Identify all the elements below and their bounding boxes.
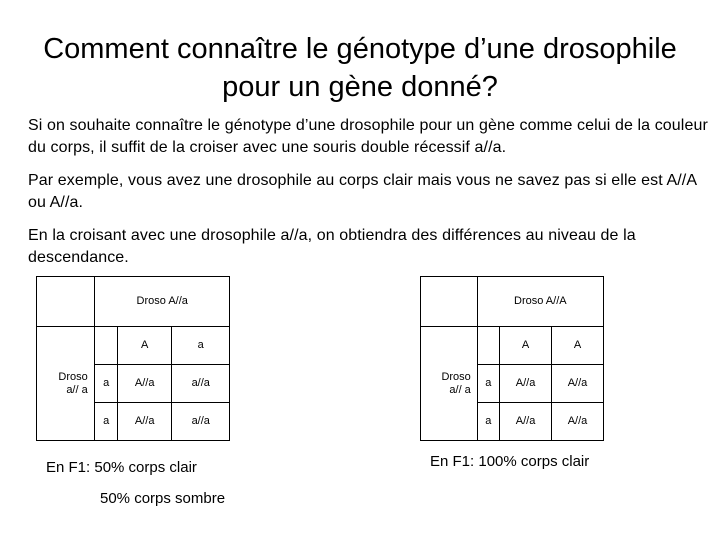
left-row-allele: a	[95, 365, 117, 403]
left-row-allele: a	[95, 403, 117, 441]
right-col-allele: A	[552, 327, 604, 365]
right-result-line1: En F1: 100% corps clair	[430, 453, 590, 470]
right-genotype-cell: A//a	[500, 403, 552, 441]
left-col-allele: A	[117, 327, 172, 365]
left-genotype-cell: a//a	[172, 403, 230, 441]
left-blank-cell	[95, 327, 117, 365]
left-result-line2: 50% corps sombre	[100, 490, 226, 507]
left-genotype-cell: A//a	[117, 403, 172, 441]
example-paragraph: Par exemple, vous avez une drosophile au corps clair mais vous ne savez pas si elle est A//A ou A//a.	[28, 172, 697, 211]
right-corner-cell	[421, 277, 478, 327]
left-result-line1: En F1: 50% corps clair	[46, 459, 197, 476]
left-col-allele: a	[172, 327, 230, 365]
left-top-parent: Droso A//a	[95, 277, 230, 327]
left-punnett-square	[36, 276, 230, 441]
left-side-parent-label: Droso a// a	[58, 370, 88, 396]
left-corner-cell	[37, 277, 95, 327]
right-genotype-cell: A//a	[552, 403, 604, 441]
right-genotype-cell: A//a	[500, 365, 552, 403]
slide-title: Comment connaître le génotype d’une drosophile pour un gène donné?	[43, 33, 677, 103]
left-genotype-cell: A//a	[117, 365, 172, 403]
right-col-allele: A	[500, 327, 552, 365]
right-top-parent: Droso A//A	[477, 277, 603, 327]
right-side-parent-label: Droso a// a	[441, 370, 471, 396]
intro-paragraph: Si on souhaite connaître le génotype d’une drosophile pour un gène comme celui de la couleur du corps, il suffit de la croiser avec une souris double récessif a//a.	[28, 117, 708, 156]
left-genotype-cell: a//a	[172, 365, 230, 403]
right-row-allele: a	[477, 403, 499, 441]
right-row-allele: a	[477, 365, 499, 403]
left-side-parent	[37, 327, 95, 441]
right-punnett-square	[420, 276, 604, 441]
cross-paragraph: En la croisant avec une drosophile a//a, on obtiendra des différences au niveau de la descendance.	[28, 227, 636, 266]
right-side-parent	[421, 327, 478, 441]
right-blank-cell	[477, 327, 499, 365]
right-genotype-cell: A//a	[552, 365, 604, 403]
